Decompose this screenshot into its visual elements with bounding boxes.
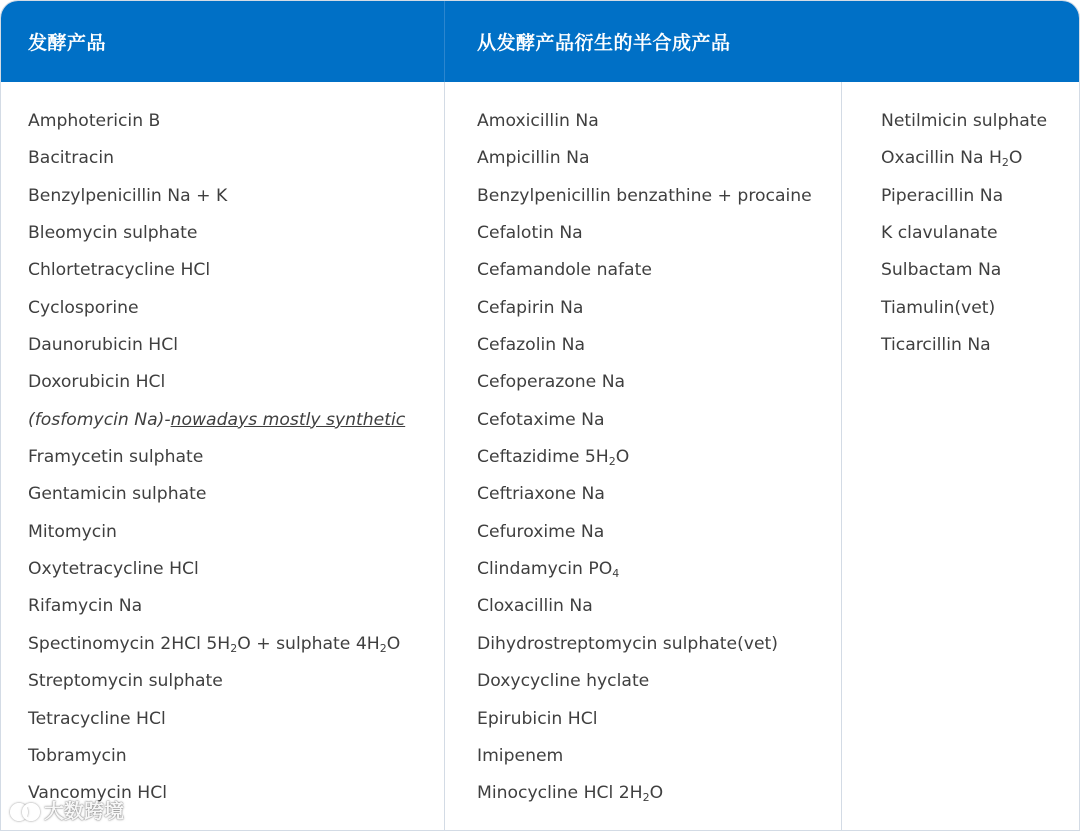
list-item-text: Spectinomycin 2HCl 5H [28, 633, 231, 654]
list-item: Bacitracin [28, 148, 115, 169]
list-item-text: Ampicillin Na [477, 148, 590, 169]
list-item-text: (fosfomycin Na)- [28, 409, 171, 430]
list-item-note: nowadays mostly synthetic [170, 409, 406, 430]
header-semi-synthetic-products: 从发酵产品衍生的半合成产品 [477, 32, 731, 54]
list-item-text: O [615, 447, 630, 468]
list-item-text: Ceftriaxone Na [477, 484, 605, 505]
list-item-text: Dihydrostreptomycin sulphate(vet) [477, 633, 778, 654]
list-item: Daunorubicin HCl [28, 335, 178, 356]
list-item-text: O [649, 783, 664, 804]
list-item [477, 178, 812, 215]
column-divider [444, 82, 445, 830]
list-item-text: Cefuroxime Na [477, 521, 605, 542]
subscript: 2 [379, 641, 387, 655]
subscript: 4 [612, 567, 620, 581]
list-item [477, 439, 812, 476]
list-item: Mitomycin [28, 521, 117, 542]
list-item-text: Ticarcillin Na [881, 335, 991, 356]
list-item-text: Cefotaxime Na [477, 409, 605, 430]
list-item-text: Netilmicin sulphate [881, 111, 1048, 131]
list-item [881, 252, 1047, 289]
list-item [881, 140, 1047, 177]
list-item [881, 290, 1047, 327]
list-item: Oxytetracycline HCl [28, 559, 199, 580]
list-item: Framycetin sulphate [28, 447, 204, 468]
list-item [881, 327, 1047, 364]
list-item: Tetracycline HCl [28, 708, 166, 729]
list-item-text: Cefalotin Na [477, 223, 583, 244]
list-item [881, 178, 1047, 215]
list-item [477, 364, 812, 401]
list-item [477, 402, 812, 439]
list-item [477, 588, 812, 625]
list-item: Vancomycin HCl [28, 783, 168, 804]
list-item [477, 701, 812, 738]
list-item [477, 663, 812, 700]
list-item-text: Epirubicin HCl [477, 708, 598, 729]
list-item-text: O + sulphate 4H [237, 633, 380, 654]
list-item-text: O [386, 633, 401, 654]
list-item-text: Cefoperazone Na [477, 372, 626, 393]
list-item [477, 290, 812, 327]
list-item-text: Cefazolin Na [477, 335, 585, 356]
list-item [28, 626, 405, 663]
list-item [477, 103, 812, 140]
list-item [477, 514, 812, 551]
semi-synthetic-products-list-1 [477, 103, 812, 813]
list-item-text: Piperacillin Na [881, 185, 1004, 206]
list-item: Streptomycin sulphate [28, 671, 223, 692]
list-item [28, 402, 405, 439]
list-item [477, 775, 812, 812]
header-fermentation-products: 发酵产品 [28, 32, 107, 54]
list-item: Bleomycin sulphate [28, 223, 198, 244]
list-item: Benzylpenicillin Na + K [28, 185, 228, 206]
subscript: 2 [608, 455, 616, 469]
list-item [477, 327, 812, 364]
list-item-text: Amoxicillin Na [477, 111, 599, 131]
list-item [477, 252, 812, 289]
list-item [477, 215, 812, 252]
list-item: Tobramycin [28, 745, 127, 766]
list-item: Gentamicin sulphate [28, 484, 207, 505]
column-divider [841, 82, 842, 830]
list-item [477, 476, 812, 513]
list-item [477, 738, 812, 775]
list-item-text: K clavulanate [881, 223, 998, 244]
list-item-text: Tiamulin(vet) [881, 297, 996, 318]
list-item-text: Cefamandole nafate [477, 260, 652, 281]
list-item: Chlortetracycline HCl [28, 260, 211, 281]
list-item-text: Clindamycin PO [477, 559, 613, 580]
list-item-text: Imipenem [477, 745, 564, 766]
list-item [477, 551, 812, 588]
list-item [881, 103, 1047, 140]
list-item: Doxorubicin HCl [28, 372, 166, 393]
list-item [477, 626, 812, 663]
watermark-text: 大数跨境 [44, 799, 124, 823]
list-item-text: Oxacillin Na H [881, 148, 1002, 169]
list-item [881, 215, 1047, 252]
list-item-text: Cefapirin Na [477, 297, 584, 318]
watermark-logo-icon [8, 799, 38, 821]
list-item: Cyclosporine [28, 297, 139, 318]
header-divider [444, 1, 445, 82]
list-item [477, 140, 812, 177]
list-item: Rifamycin Na [28, 596, 143, 617]
list-item-text: O [1008, 148, 1023, 169]
list-item-text: Doxycycline hyclate [477, 671, 650, 692]
watermark [8, 795, 124, 824]
table-header [1, 1, 1079, 82]
subscript: 2 [642, 791, 650, 805]
semi-synthetic-products-list-2 [881, 103, 1047, 364]
list-item-text: Minocycline HCl 2H [477, 783, 643, 804]
list-item-text: Cloxacillin Na [477, 596, 593, 617]
list-item: Amphotericin B [28, 111, 161, 131]
subscript: 2 [1001, 156, 1009, 170]
list-item-text: Benzylpenicillin benzathine + procaine [477, 185, 812, 206]
list-item-text: Ceftazidime 5H [477, 447, 609, 468]
subscript: 2 [230, 641, 238, 655]
list-item-text: Sulbactam Na [881, 260, 1002, 281]
fermentation-products-list [28, 103, 405, 813]
